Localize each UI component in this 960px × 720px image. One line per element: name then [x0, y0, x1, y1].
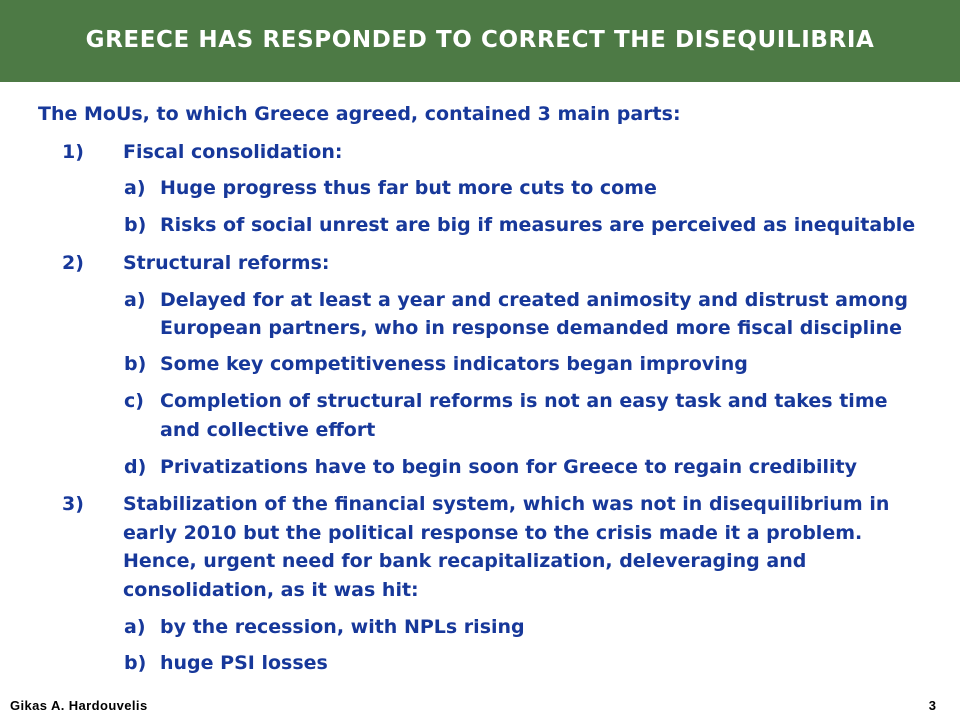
part-3-text-line-3: Hence, urgent need for bank recapitalization, deleveraging and: [123, 550, 807, 572]
part-2-item-b-letter: b): [124, 353, 147, 375]
part-2-item-d-letter: d): [124, 456, 147, 478]
part-3-item-a-letter: a): [124, 616, 146, 638]
part-2-item-a-text-line-1: Delayed for at least a year and created animosity and distrust among: [160, 289, 908, 311]
part-2-item-a-letter: a): [124, 289, 146, 311]
part-2-item-a-text-line-2: European partners, who in response demanded more fiscal discipline: [160, 317, 903, 339]
part-1-item-b-text: Risks of social unrest are big if measures are perceived as inequitable: [160, 214, 916, 236]
slide-footer: [0, 690, 960, 720]
part-2-item-c-text-line-1: Completion of structural reforms is not an easy task and takes time: [160, 390, 888, 412]
part-3-number: 3): [62, 493, 84, 515]
part-3-item-b-text: huge PSI losses: [160, 652, 328, 674]
part-1-item-b-letter: b): [124, 214, 147, 236]
part-1-number: 1): [62, 141, 84, 163]
part-3-text-line-1: Stabilization of the financial system, which was not in disequilibrium in: [123, 493, 890, 515]
part-1-item-a-letter: a): [124, 177, 146, 199]
part-2-item-c-text-line-2: and collective effort: [160, 419, 376, 441]
part-3-text-line-4: consolidation, as it was hit:: [123, 579, 419, 601]
part-3-item-a-text: by the recession, with NPLs rising: [160, 616, 525, 638]
part-3-item-b-letter: b): [124, 652, 147, 674]
slide-title: GREECE HAS RESPONDED TO CORRECT THE DISEQUILIBRIA: [85, 27, 875, 53]
part-1-item-a-text: Huge progress thus far but more cuts to come: [160, 177, 657, 199]
part-2-item-b-text: Some key competitiveness indicators began improving: [160, 353, 748, 375]
author-name: Gikas A. Hardouvelis: [10, 698, 148, 713]
part-2-item-c-letter: c): [124, 390, 144, 412]
part-2-number: 2): [62, 252, 84, 274]
page-number: 3: [928, 698, 936, 713]
part-1-heading: Fiscal consolidation:: [123, 141, 343, 163]
part-2-heading: Structural reforms:: [123, 252, 330, 274]
part-2-item-d-text: Privatizations have to begin soon for Greece to regain credibility: [160, 456, 857, 478]
intro-text: The MoUs, to which Greece agreed, contained 3 main parts:: [38, 103, 681, 125]
part-3-text-line-2: early 2010 but the political response to the crisis made it a problem.: [123, 522, 863, 544]
